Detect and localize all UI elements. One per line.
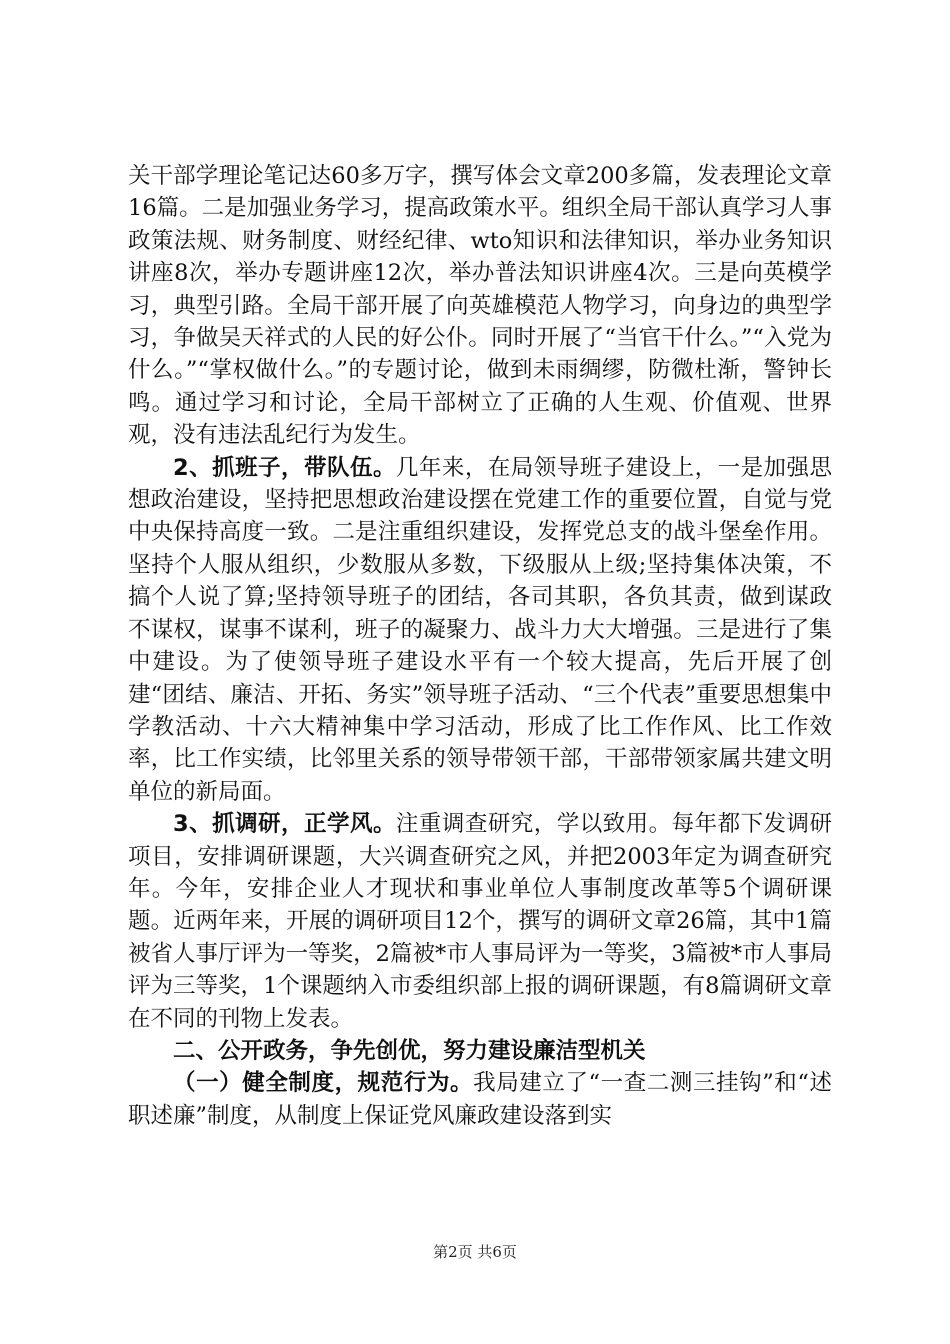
body-paragraph	[128, 808, 832, 1035]
paragraph-text: 几年来，在局领导班子建设上，一是加强思想政治建设，坚持把思想政治建设摆在党建工作的重要位置，自觉与党中央保持高度一致。二是注重组织建设，发挥党总支的战斗堡垒作用。坚持个人服从组织，少数服从多数，下级服从上级;坚持集体决策，不搞个人说了算;坚持领导班子的团结，各司其职，各负其责，做到谋政不谋权，谋事不谋利，班子的凝聚力、战斗力大大增强。三是进行了集中建设。为了使领导班子建设水平有一个较大提高，先后开展了创建“团结、廉洁、开拓、务实”领导班子活动、“三个代表”重要思想集中学教活动、十六大精神集中学习活动，形成了比工作作风、比工作效率，比工作实绩，比邻里关系的领导带领干部，干部带领家属共建文明单位的新局面。	[128, 454, 832, 805]
paragraph-text: 关干部学理论笔记达60多万字，撰写体会文章200多篇，发表理论文章16篇。二是加强业务学习，提高政策水平。组织全局干部认真学习人事政策法规、财务制度、财经纪律、wto知识和法律知识，举办业务知识讲座8次，举办专题讲座12次，举办普法知识讲座4次。三是向英模学习，典型引路。全局干部开展了向英雄模范人物学习，向身边的典型学习，争做吴天祥式的人民的好公仆。同时开展了“当官干什么。”“入党为什么。”“掌权做什么。”的专题讨论，做到未雨绸缪，防微杜渐，警钟长鸣。通过学习和讨论，全局干部树立了正确的人生观、价值观、世界观，没有违法乱纪行为发生。	[128, 163, 832, 449]
body-paragraph	[128, 160, 832, 452]
page-number: 第2页 共6页	[433, 1243, 517, 1261]
paragraph-lead: （一）健全制度，规范行为。	[173, 1070, 474, 1097]
document-body	[128, 160, 832, 1132]
section-heading: 二、公开政务，争先创优，努力建设廉洁型机关	[173, 1037, 646, 1064]
paragraph-text: 我局建立了“一查二测三挂钩”和“述职述廉”制度，从制度上保证党风廉政建设落到实	[128, 1070, 832, 1129]
body-paragraph	[128, 1067, 832, 1132]
paragraph-text: 注重调查研究，学以致用。每年都下发调研项目，安排调研课题，大兴调查研究之风，并把2003年定为调查研究年。今年，安排企业人才现状和事业单位人事制度改革等5个调研课题。近两年来，开展的调研项目12个，撰写的调研文章26篇，其中1篇被省人事厅评为一等奖，2篇被*市人事局评为一等奖，3篇被*市人事局评为三等奖，1个课题纳入市委组织部上报的调研课题，有8篇调研文章在不同的刊物上发表。	[128, 811, 832, 1032]
body-paragraph	[128, 452, 832, 808]
paragraph-lead: 2、抓班子，带队伍。	[173, 454, 396, 481]
paragraph-lead: 3、抓调研，正学风。	[173, 811, 396, 838]
